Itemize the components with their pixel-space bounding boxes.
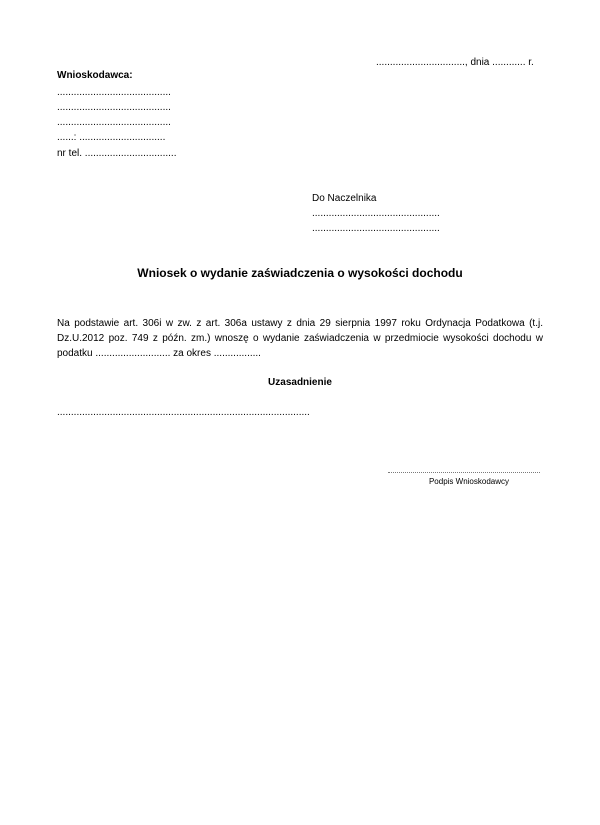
request-body-line-3: podatku ........................... za okres .................	[57, 348, 261, 359]
justification-line: ...........................................................................................	[57, 407, 310, 418]
addressee-label: Do Naczelnika	[312, 193, 377, 204]
applicant-line-1: .........................................	[57, 87, 171, 98]
signature-label: Podpis Wnioskodawcy	[428, 477, 510, 486]
applicant-line-2: .........................................	[57, 102, 171, 113]
justification-heading: Uzasadnienie	[268, 377, 332, 388]
signature-line	[388, 472, 540, 473]
place-date-field: ................................, dnia ............ r.	[376, 57, 534, 68]
addressee-line-1: ..............................................	[312, 208, 440, 219]
addressee-line-2: ..............................................	[312, 223, 440, 234]
request-body-line-2: Dz.U.2012 poz. 749 z późn. zm.) wnoszę o wydanie zaświadczenia w przedmiocie wysokości dochodu w	[57, 333, 543, 344]
document-title: Wniosek o wydanie zaświadczenia o wysokości dochodu	[137, 266, 463, 280]
applicant-heading: Wnioskodawca:	[57, 70, 133, 81]
request-body	[57, 316, 543, 361]
request-body-line-1: Na podstawie art. 306i w zw. z art. 306a ustawy z dnia 29 sierpnia 1997 roku Ordynacja Podatkowa (t.j.	[57, 318, 543, 329]
applicant-line-4: ......: ...............................	[57, 132, 166, 143]
applicant-phone-line: nr tel. .................................	[57, 148, 177, 159]
applicant-line-3: .........................................	[57, 117, 171, 128]
